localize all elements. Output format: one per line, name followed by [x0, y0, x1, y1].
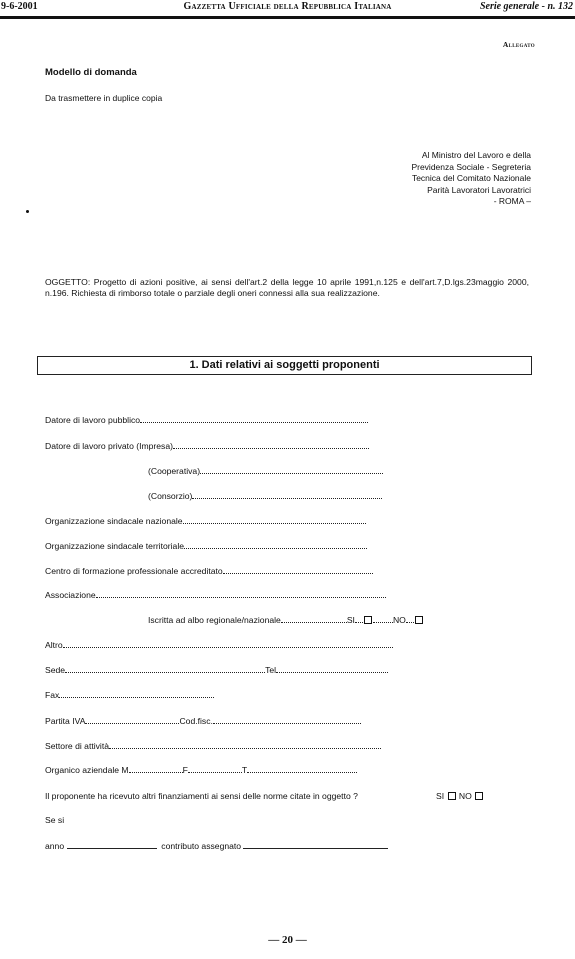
fill-line[interactable]	[213, 716, 361, 724]
page-number: — 20 —	[268, 934, 307, 946]
si-label: SI	[346, 615, 355, 625]
fill-line[interactable]	[140, 415, 368, 423]
header-series: Serie generale - n. 132	[479, 1, 573, 12]
fill-line[interactable]	[276, 665, 388, 673]
si-label: SI	[436, 791, 445, 801]
question-text: Il proponente ha ricevuto altri finanziamenti ai sensi delle norme citate in oggetto ?	[45, 791, 358, 801]
fill-line	[373, 615, 393, 623]
field-label: Organizzazione sindacale territoriale	[45, 541, 185, 551]
allegato-label: Allegato	[502, 40, 535, 49]
fill-line[interactable]	[85, 716, 179, 724]
field-iscritta-albo[interactable]	[148, 615, 424, 625]
field-label: (Cooperativa)	[148, 466, 201, 476]
field-fax[interactable]	[45, 690, 214, 700]
fill-line[interactable]	[109, 741, 381, 749]
field-altro[interactable]	[45, 640, 393, 650]
field-label: Partita IVA	[45, 716, 86, 726]
fill-line[interactable]	[129, 765, 183, 773]
header-rule	[0, 16, 575, 19]
field-label: Centro di formazione professionale accreditato	[45, 566, 223, 576]
tel-label: Tel	[265, 665, 277, 675]
field-label: Associazione	[45, 590, 96, 600]
address-line: Parità Lavoratori Lavoratrici	[427, 184, 531, 195]
fill-line	[281, 615, 347, 623]
fill-line[interactable]	[63, 640, 393, 648]
field-centro-formazione[interactable]	[45, 566, 373, 576]
modello-title: Modello di domanda	[45, 67, 137, 78]
fill-line[interactable]	[59, 690, 214, 698]
finanziamenti-options[interactable]	[436, 791, 484, 801]
field-label: Iscritta ad albo regionale/nazionale	[148, 615, 281, 625]
field-datore-pubblico[interactable]	[45, 415, 368, 425]
address-line: Previdenza Sociale - Segreteria	[411, 161, 531, 172]
header-date: 9-6-2001	[1, 1, 38, 12]
address-line: - ROMA –	[493, 196, 531, 207]
fill-line	[406, 615, 414, 623]
address-line: Tecnica del Comitato Nazionale	[411, 173, 531, 184]
fill-line[interactable]	[200, 466, 383, 474]
fill-line	[355, 615, 363, 623]
field-label: Fax	[45, 690, 60, 700]
si-checkbox[interactable]	[364, 616, 372, 624]
no-label: NO	[458, 791, 472, 801]
fill-line[interactable]	[184, 541, 367, 549]
oggetto-paragraph: OGGETTO: Progetto di azioni positive, ai sensi dell'art.2 della legge 10 aprile 1991,n.125 e dell'art.7,D.lgs.23maggio 2000, n.196. Richiesta di rimborso totale o parziale degli oneri connessi alla sua realizzazione.	[45, 277, 529, 298]
no-checkbox[interactable]	[475, 792, 483, 800]
address-line: Al Ministro del Lavoro e della	[421, 150, 531, 160]
fill-line[interactable]	[192, 491, 382, 499]
fill-line[interactable]	[223, 566, 373, 574]
field-org-nazionale[interactable]	[45, 516, 366, 526]
field-settore[interactable]	[45, 741, 381, 751]
field-datore-privato[interactable]	[45, 441, 369, 451]
recipient-address	[411, 150, 531, 208]
si-checkbox[interactable]	[448, 792, 456, 800]
anno-label: anno	[45, 841, 65, 851]
no-label: NO	[392, 615, 406, 625]
no-checkbox[interactable]	[415, 616, 423, 624]
field-associazione[interactable]	[45, 590, 386, 600]
fill-line[interactable]	[173, 441, 369, 449]
field-label: Organico aziendale M	[45, 765, 129, 775]
field-label: Organizzazione sindacale nazionale	[45, 516, 183, 526]
anno-line[interactable]	[67, 841, 157, 849]
field-sede[interactable]	[45, 665, 388, 675]
contributo-line[interactable]	[243, 841, 388, 849]
fill-line[interactable]	[188, 765, 242, 773]
fill-line[interactable]	[247, 765, 357, 773]
fill-line[interactable]	[183, 516, 366, 524]
field-cooperativa[interactable]	[148, 466, 383, 476]
f-label: F	[182, 765, 188, 775]
field-finanziamenti	[45, 791, 358, 801]
se-si-label: Se si	[45, 815, 65, 825]
field-label: Altro	[45, 640, 63, 650]
field-label: Datore di lavoro privato (Impresa)	[45, 441, 173, 451]
fill-line[interactable]	[65, 665, 265, 673]
contributo-label: contributo assegnato	[161, 841, 242, 851]
trasmettere-note: Da trasmettere in duplice copia	[45, 93, 163, 103]
field-label: (Consorzio)	[148, 491, 193, 501]
header-title: Gazzetta Ufficiale della Repubblica Italiana	[183, 1, 392, 12]
fill-line[interactable]	[96, 590, 386, 598]
field-label: Settore di attività	[45, 741, 110, 751]
t-label: T	[241, 765, 248, 775]
field-label: Sede	[45, 665, 66, 675]
field-anno-contributo[interactable]	[45, 841, 388, 851]
field-consorzio[interactable]	[148, 491, 382, 501]
cod-fisc-label: Cod.fisc.	[179, 716, 213, 726]
stray-dot	[26, 210, 29, 213]
field-label: Datore di lavoro pubblico	[45, 415, 141, 425]
field-partita-iva[interactable]	[45, 716, 361, 726]
field-organico[interactable]	[45, 765, 357, 775]
section-title: 1. Dati relativi ai soggetti proponenti	[189, 359, 380, 371]
field-org-territoriale[interactable]	[45, 541, 367, 551]
